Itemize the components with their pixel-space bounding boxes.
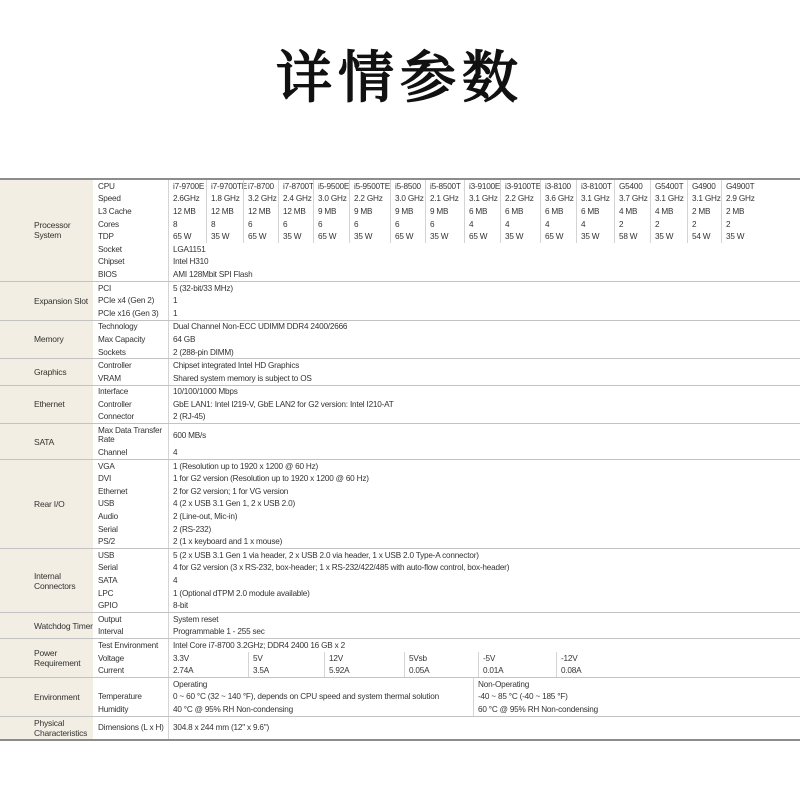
table-cell: 2	[687, 218, 721, 231]
param-label: Temperature	[98, 692, 142, 702]
spec-row	[93, 411, 800, 424]
param-label: VRAM	[98, 373, 121, 383]
humidity-non-operating: 60 °C @ 95% RH Non-condensing	[473, 703, 800, 716]
value-cell: 1 for G2 version (Resolution up to 1920 x 1200 @ 60 Hz)	[168, 472, 800, 485]
table-cell: 12V	[324, 652, 404, 665]
spec-row	[93, 599, 800, 612]
spec-row	[93, 613, 800, 626]
table-cell: 35 W	[349, 230, 390, 243]
table-cell: 0.08A	[556, 664, 616, 677]
table-cell: G5400	[614, 180, 650, 193]
spec-row	[93, 333, 800, 346]
param-label: Socket	[98, 244, 122, 254]
section-label: Power Requirement	[0, 639, 93, 677]
table-cell: 6 MB	[540, 205, 576, 218]
spec-row	[93, 359, 800, 372]
param-label: Max Capacity	[98, 334, 146, 344]
value-cell: 1	[168, 294, 800, 307]
table-cell: 2.2 GHz	[349, 193, 390, 206]
temp-operating: 0 ~ 60 °C (32 ~ 140 °F), depends on CPU speed and system thermal solution	[168, 691, 473, 704]
table-cell: 3.0 GHz	[390, 193, 425, 206]
row-socket	[93, 243, 800, 256]
table-cell: 6	[313, 218, 349, 231]
value-cell: 4	[168, 574, 800, 587]
param-label: USB	[98, 499, 115, 509]
operating-header: Operating	[168, 678, 473, 691]
table-cell: 65 W	[464, 230, 500, 243]
table-cell: 3.0 GHz	[313, 193, 349, 206]
table-cell: i5-9500E	[313, 180, 349, 193]
param-label: Interval	[98, 627, 124, 637]
table-cell: 6	[425, 218, 464, 231]
param-label: SATA	[98, 576, 118, 586]
param-label: Output	[98, 614, 122, 624]
table-cell: 3.7 GHz	[614, 193, 650, 206]
table-cell: i7-8700	[243, 180, 278, 193]
spec-row	[93, 398, 800, 411]
value-cell: Intel Core i7-8700 3.2GHz; DDR4 2400 16 GB x 2	[168, 639, 800, 652]
spec-row	[93, 446, 800, 459]
param-label: Audio	[98, 512, 118, 522]
value-cell: GbE LAN1: Intel I219-V, GbE LAN2 for G2 version: Intel I210-AT	[168, 398, 800, 411]
table-cell: 3.1 GHz	[687, 193, 721, 206]
table-cell: 6 MB	[464, 205, 500, 218]
table-cell: 12 MB	[278, 205, 313, 218]
table-cell: 3.1 GHz	[464, 193, 500, 206]
param-label: PCI	[98, 283, 112, 293]
spec-row	[93, 523, 800, 536]
param-label: DVI	[98, 474, 112, 484]
param-label: Serial	[98, 563, 118, 573]
table-cell: 35 W	[650, 230, 687, 243]
spec-row	[93, 549, 800, 562]
spec-row	[93, 587, 800, 600]
param-label: Controller	[98, 399, 132, 409]
spec-row	[93, 510, 800, 523]
table-cell: 2.4 GHz	[278, 193, 313, 206]
value-cell: 2 (288-pin DIMM)	[168, 346, 800, 359]
section-watchdog	[0, 613, 800, 639]
value-cell: 2 (RS-232)	[168, 523, 800, 536]
value-cell: Shared system memory is subject to OS	[168, 372, 800, 385]
value-cell: 64 GB	[168, 333, 800, 346]
section-label: Watchdog Timer	[0, 613, 93, 638]
value-cell: System reset	[168, 613, 800, 626]
table-cell: 2.2 GHz	[500, 193, 540, 206]
spec-row	[93, 386, 800, 399]
row-current	[93, 664, 800, 677]
section-expansion	[0, 282, 800, 321]
table-cell: 5Vsb	[404, 652, 478, 665]
param-label: Voltage	[98, 653, 124, 663]
humidity-operating: 40 °C @ 95% RH Non-condensing	[168, 703, 473, 716]
row-speed	[93, 193, 800, 206]
param-label: PCIe x4 (Gen 2)	[98, 296, 155, 306]
non-operating-header: Non-Operating	[473, 678, 800, 691]
table-cell: 35 W	[576, 230, 614, 243]
current-cells	[168, 664, 800, 677]
table-cell: 9 MB	[425, 205, 464, 218]
row-cores	[93, 218, 800, 231]
spec-row	[93, 321, 800, 334]
value-cell: 10/100/1000 Mbps	[168, 386, 800, 399]
section-label: SATA	[0, 424, 93, 459]
table-cell: 4 MB	[650, 205, 687, 218]
spec-row	[93, 460, 800, 473]
table-cell: 5V	[248, 652, 324, 665]
param-label: USB	[98, 550, 115, 560]
table-cell: 2.1 GHz	[425, 193, 464, 206]
param-label: LPC	[98, 588, 114, 598]
param-label: Max Data Transfer Rate	[98, 426, 162, 445]
param-label: Test Environment	[98, 640, 159, 650]
table-cell: 6	[349, 218, 390, 231]
cache-cells	[168, 205, 800, 218]
spec-row	[93, 535, 800, 548]
spec-row	[93, 498, 800, 511]
table-cell: 35 W	[206, 230, 243, 243]
spec-row	[93, 424, 800, 446]
table-cell: 5.92A	[324, 664, 404, 677]
value-cell: 2 (Line-out, Mic-in)	[168, 510, 800, 523]
table-cell: 35 W	[425, 230, 464, 243]
value-cell: 8-bit	[168, 599, 800, 612]
row-temperature	[93, 691, 800, 704]
value-cell: 4 (2 x USB 3.1 Gen 1, 2 x USB 2.0)	[168, 498, 800, 511]
param-label: PCIe x16 (Gen 3)	[98, 308, 159, 318]
section-label: Physical Characteristics	[0, 717, 93, 739]
row-dimensions	[93, 717, 800, 739]
table-cell: 1.8 GHz	[206, 193, 243, 206]
table-cell: 35 W	[721, 230, 761, 243]
section-physical	[0, 717, 800, 739]
section-label: Ethernet	[0, 386, 93, 424]
table-cell: 58 W	[614, 230, 650, 243]
table-cell: 0.05A	[404, 664, 478, 677]
section-label: Expansion Slot	[0, 282, 93, 320]
param-label: PS/2	[98, 537, 115, 547]
spec-table	[0, 178, 800, 741]
param-label: Chipset	[98, 257, 125, 267]
param-label: Cores	[98, 219, 119, 229]
table-cell: 9 MB	[349, 205, 390, 218]
value-cell: Programmable 1 - 255 sec	[168, 626, 800, 639]
voltage-cells	[168, 652, 800, 665]
table-cell: 9 MB	[313, 205, 349, 218]
table-cell: 3.2 GHz	[243, 193, 278, 206]
section-power	[0, 639, 800, 678]
value-cell: 1	[168, 307, 800, 320]
row-env-header	[93, 678, 800, 691]
section-label: Processor System	[0, 180, 93, 281]
param-label: Technology	[98, 322, 138, 332]
table-cell: 3.5A	[248, 664, 324, 677]
table-cell: i7-9700E	[168, 180, 206, 193]
row-cpu	[93, 180, 800, 193]
table-cell: 4	[576, 218, 614, 231]
table-cell: 65 W	[540, 230, 576, 243]
spec-row	[93, 626, 800, 639]
table-cell: 6 MB	[576, 205, 614, 218]
spec-row	[93, 574, 800, 587]
table-cell: 2	[614, 218, 650, 231]
section-memory	[0, 321, 800, 360]
cpu-cells	[168, 180, 800, 193]
spec-row	[93, 472, 800, 485]
table-cell: i5-8500T	[425, 180, 464, 193]
table-cell: -12V	[556, 652, 616, 665]
spec-row	[93, 372, 800, 385]
row-bios	[93, 268, 800, 281]
param-label: TDP	[98, 232, 114, 242]
table-cell: 35 W	[500, 230, 540, 243]
param-label: L3 Cache	[98, 206, 132, 216]
param-label: Dimensions (L x H)	[98, 723, 164, 733]
table-cell: 2 MB	[721, 205, 761, 218]
spec-row	[93, 294, 800, 307]
param-label: Humidity	[98, 704, 129, 714]
tdp-cells	[168, 230, 800, 243]
section-label: Internal Connectors	[0, 549, 93, 612]
param-label: Serial	[98, 524, 118, 534]
value-cell: 4	[168, 446, 800, 459]
param-label: Interface	[98, 387, 129, 397]
value-cell: 5 (32-bit/33 MHz)	[168, 282, 800, 295]
value-cell: Intel H310	[168, 256, 800, 269]
cores-cells	[168, 218, 800, 231]
value-cell: Dual Channel Non-ECC UDIMM DDR4 2400/2666	[168, 321, 800, 334]
param-label: Connector	[98, 412, 134, 422]
table-cell: i7-8700T	[278, 180, 313, 193]
table-cell: 2.6GHz	[168, 193, 206, 206]
param-label: VGA	[98, 461, 115, 471]
value-cell: 4 for G2 version (3 x RS-232, box-header; 1 x RS-232/422/485 with auto-flow control, box-header)	[168, 562, 800, 575]
table-cell: 4	[500, 218, 540, 231]
speed-cells	[168, 193, 800, 206]
spec-row	[93, 485, 800, 498]
table-cell: 2	[721, 218, 761, 231]
table-cell: 65 W	[390, 230, 425, 243]
param-label: BIOS	[98, 269, 117, 279]
table-cell: 2 MB	[687, 205, 721, 218]
table-cell: i3-9100TE	[500, 180, 540, 193]
value-cell: 1 (Resolution up to 1920 x 1200 @ 60 Hz)	[168, 460, 800, 473]
table-cell: 2.9 GHz	[721, 193, 761, 206]
table-cell: i5-8500	[390, 180, 425, 193]
value-cell: 600 MB/s	[168, 424, 800, 446]
param-label: Channel	[98, 448, 128, 458]
table-cell: -5V	[478, 652, 556, 665]
row-voltage	[93, 652, 800, 665]
table-cell: 12 MB	[243, 205, 278, 218]
table-cell: 4 MB	[614, 205, 650, 218]
table-cell: 6	[278, 218, 313, 231]
table-cell: 3.1 GHz	[650, 193, 687, 206]
table-cell: G4900	[687, 180, 721, 193]
table-cell: 3.6 GHz	[540, 193, 576, 206]
table-cell: 9 MB	[390, 205, 425, 218]
param-label: GPIO	[98, 601, 118, 611]
section-graphics	[0, 359, 800, 385]
row-tdp	[93, 230, 800, 243]
value-cell: 1 (Optional dTPM 2.0 module available)	[168, 587, 800, 600]
spec-row	[93, 307, 800, 320]
spec-row	[93, 562, 800, 575]
table-cell: 12 MB	[168, 205, 206, 218]
value-cell: AMI 128Mbit SPI Flash	[168, 268, 800, 281]
value-cell: 2 (1 x keyboard and 1 x mouse)	[168, 535, 800, 548]
table-cell: 12 MB	[206, 205, 243, 218]
param-label: Sockets	[98, 347, 126, 357]
section-label: Rear I/O	[0, 460, 93, 548]
value-cell: Chipset integrated Intel HD Graphics	[168, 359, 800, 372]
table-cell: i3-9100E	[464, 180, 500, 193]
section-rear-io	[0, 460, 800, 549]
section-internal-connectors	[0, 549, 800, 613]
table-cell: 54 W	[687, 230, 721, 243]
table-cell: 6	[390, 218, 425, 231]
param-label: CPU	[98, 181, 115, 191]
table-cell: 4	[464, 218, 500, 231]
section-ethernet	[0, 386, 800, 425]
row-test-environment	[93, 639, 800, 652]
table-cell: 0.01A	[478, 664, 556, 677]
param-label: Controller	[98, 361, 132, 371]
row-chipset	[93, 256, 800, 269]
table-cell: 65 W	[168, 230, 206, 243]
table-cell: 8	[206, 218, 243, 231]
temp-non-operating: -40 ~ 85 °C (-40 ~ 185 °F)	[473, 691, 800, 704]
param-label: Current	[98, 666, 124, 676]
table-cell: 4	[540, 218, 576, 231]
spec-row	[93, 346, 800, 359]
table-cell: 65 W	[313, 230, 349, 243]
table-cell: G5400T	[650, 180, 687, 193]
spec-row	[93, 282, 800, 295]
table-cell: 6	[243, 218, 278, 231]
value-cell: 304.8 x 244 mm (12" x 9.6")	[168, 717, 800, 739]
table-cell: 3.1 GHz	[576, 193, 614, 206]
table-cell: 3.3V	[168, 652, 248, 665]
value-cell: 2 for G2 version; 1 for VG version	[168, 485, 800, 498]
value-cell: 2 (RJ-45)	[168, 411, 800, 424]
value-cell: 5 (2 x USB 3.1 Gen 1 via header, 2 x USB 2.0 via header, 1 x USB 2.0 Type-A connector)	[168, 549, 800, 562]
section-label: Memory	[0, 321, 93, 359]
table-cell: 65 W	[243, 230, 278, 243]
row-cache	[93, 205, 800, 218]
table-cell: 6 MB	[500, 205, 540, 218]
param-label: Ethernet	[98, 486, 128, 496]
table-cell: i3-8100	[540, 180, 576, 193]
table-cell: 35 W	[278, 230, 313, 243]
table-cell: i5-9500TE	[349, 180, 390, 193]
table-cell: G4900T	[721, 180, 761, 193]
table-cell: 8	[168, 218, 206, 231]
table-cell: i3-8100T	[576, 180, 614, 193]
page-title: 详情参数	[276, 46, 524, 111]
section-environment	[0, 678, 800, 717]
section-label: Environment	[0, 678, 93, 716]
value-cell: LGA1151	[168, 243, 800, 256]
table-cell: 2	[650, 218, 687, 231]
section-sata	[0, 424, 800, 460]
param-label: Speed	[98, 194, 121, 204]
table-cell: 2.74A	[168, 664, 248, 677]
table-cell: i7-9700TE	[206, 180, 243, 193]
section-processor	[0, 180, 800, 282]
section-label: Graphics	[0, 359, 93, 384]
row-humidity	[93, 703, 800, 716]
